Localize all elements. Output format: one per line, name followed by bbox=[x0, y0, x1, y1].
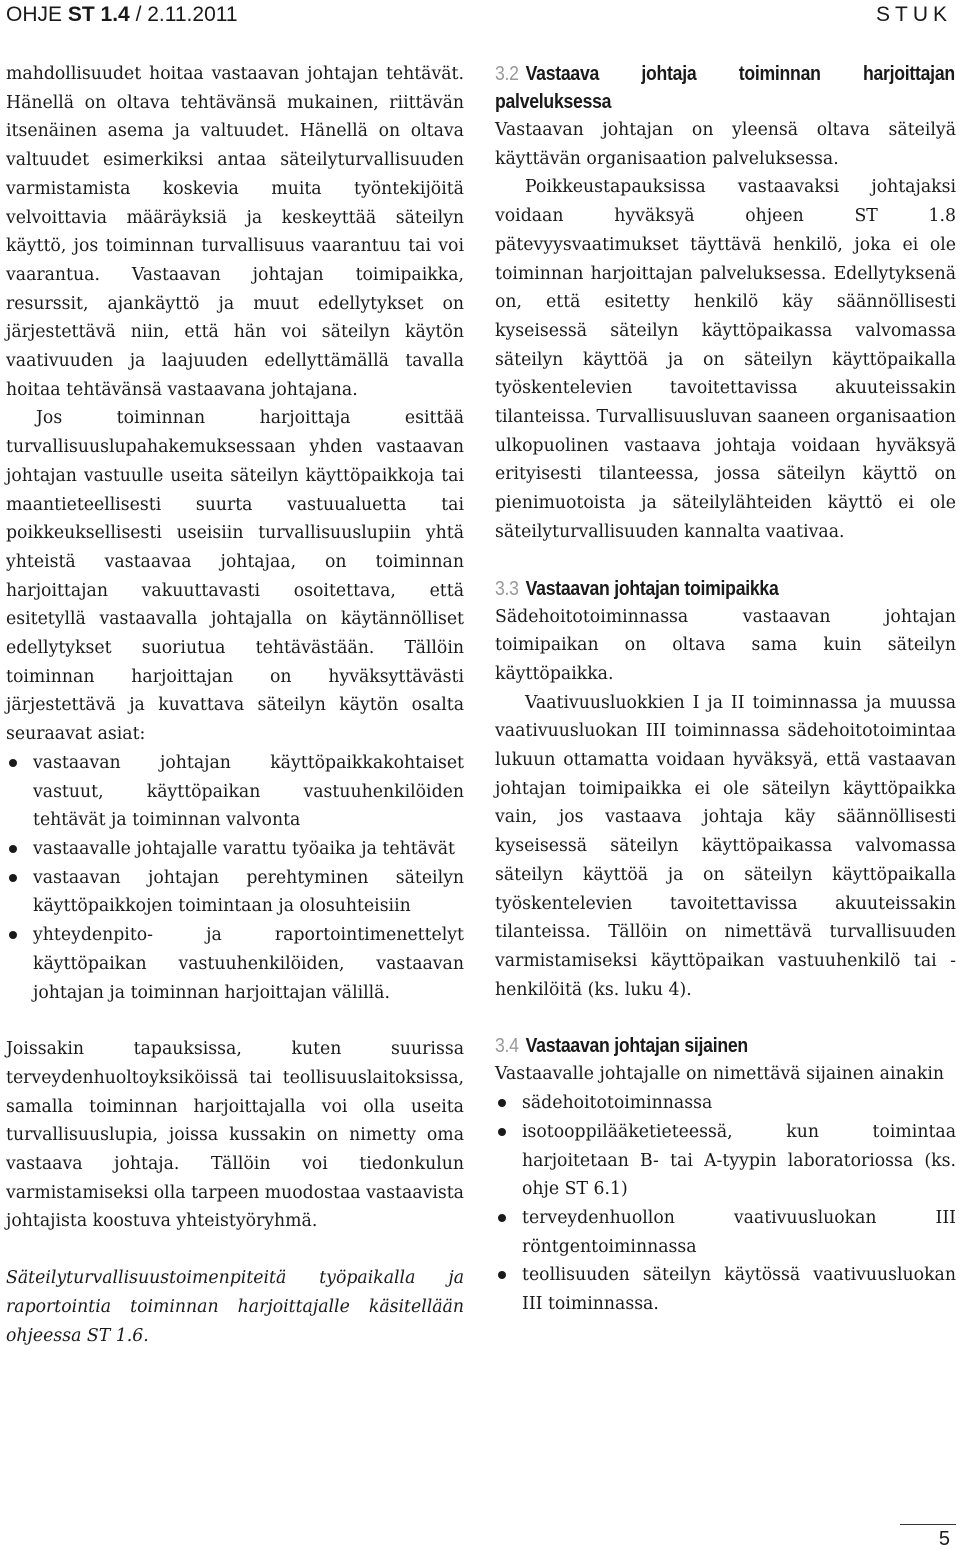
page-number: 5 bbox=[938, 1528, 950, 1550]
section-title: Vastaavan johtajan sijainen bbox=[525, 1034, 748, 1058]
section-number: 3.3 bbox=[495, 576, 519, 600]
paragraph: Joissakin tapauksissa, kuten suurissa terveydenhuoltoyksiköissä tai teollisuuslaitoksissa, samalla toiminnan harjoittajalla voi olla useita turvallisuuslupia, joissa kussakin on nimetty oma vastaava johtaja. Tällöin voi tiedonkulun varmistamiseksi olla tarpeen muodostaa vastaavista johtajista koostuva yhteistyöryhmä. bbox=[6, 1039, 464, 1232]
paragraph: Jos toiminnan harjoittaja esittää turvallisuuslupahakemuksessaan yhden vastaavan johtajan vastuulle useita säteilyn käyttöpaikkoja tai maantieteellisesti suurta vastuualuetta tai poikkeuksellisesti useisiin turvallisuuslupiin yhtä yhteistä vastaavaa johtajaa, on toiminnan harjoittajan vakuuttavasti osoitettava, että esitetyllä vastaavalla johtajalla on käytännölliset edellytykset suoriutua tehtävästään. Tällöin toiminnan harjoittajan on hyväksyttävästi järjestettävä ja kuvattava säteilyn käytön osalta seuraavat asiat: bbox=[6, 408, 464, 745]
doc-reference bbox=[6, 3, 238, 27]
paragraph: Vastaavalle johtajalle on nimettävä sijainen ainakin bbox=[495, 1064, 945, 1085]
paragraph: Sädehoitotoiminnassa vastaavan johtajan toimipaikan on oltava sama kuin säteilyn käyttöpaikka. bbox=[495, 606, 956, 684]
bullet-list bbox=[6, 749, 464, 1007]
list-item: teollisuuden säteilyn käytössä vaativuusluokan III toiminnassa. bbox=[495, 1261, 956, 1318]
section-number: 3.2 bbox=[495, 62, 519, 85]
list-item: sädehoitotoiminnassa bbox=[495, 1089, 956, 1118]
page-header bbox=[0, 0, 960, 30]
note: Säteilyturvallisuustoimenpiteitä työpaikalla ja raportointia toiminnan harjoittajalle käsitellään ohjeessa ST 1.6. bbox=[6, 1268, 464, 1346]
bullet-list bbox=[495, 1089, 956, 1319]
right-column bbox=[495, 60, 956, 1319]
paragraph: Poikkeustapauksissa vastaavaksi johtajaksi voidaan hyväksyä ohjeen ST 1.8 pätevyysvaatimukset täyttävä henkilö, joka ei ole toiminnan harjoittajan palveluksessa. Edellytyksenä on, että esitetty henkilö käy säännöllisesti kyseisessä säteilyn käyttöpaikassa valvomassa säteilyn käyttöä ja on säteilyn käyttöpaikalla työskentelevien tavoitettavissa akuuteissakin tilanteissa. Turvallisuusluvan saaneen organisaation ulkopuolinen vastaava johtaja voidaan hyväksyä erityisesti tilanteessa, jossa säteilyn käyttö on pienimuotoista ja säteilylähteiden käyttö ei ole säteilyturvallisuuden kannalta vaativaa. bbox=[495, 177, 956, 542]
doc-id: ST 1.4 bbox=[67, 3, 130, 26]
section-title: Vastaavan johtajan toimipaikka bbox=[525, 576, 779, 600]
footer-rule bbox=[900, 1524, 956, 1525]
paragraph: Vaativuusluokkien I ja II toiminnassa ja muussa vaativuusluokan III toiminnassa sädehoitotoimintaa lukuun ottamatta voidaan hyväksyä, että vastaavan johtajan toimipaikka ei ole säteilyn käyttöpaikka vain, jos vastaava johtaja käy säännöllisesti kyseisessä säteilyn käyttöpaikassa valvomassa säteilyn käyttöä ja on säteilyn käyttöpaikalla työskentelevien tavoitettavissa akuuteissakin tilanteissa. Tällöin on nimettävä turvallisuuden varmistamiseksi käyttöpaikan vastuuhenkilö tai -henkilöitä (ks. luku 4). bbox=[495, 692, 956, 1000]
org-name: STUK bbox=[875, 3, 952, 26]
list-item: yhteydenpito- ja raportointimenettelyt käyttöpaikan vastuuhenkilöiden, vastaavan johtajan ja toiminnan harjoittajan välillä. bbox=[6, 921, 464, 1007]
section-heading bbox=[495, 575, 955, 603]
section-number: 3.4 bbox=[495, 1034, 519, 1058]
list-item: vastaavan johtajan käyttöpaikkakohtaiset vastuut, käyttöpaikan vastuuhenkilöiden tehtävät ja toiminnan valvonta bbox=[6, 749, 464, 835]
section-heading bbox=[495, 60, 955, 116]
doc-date: / 2.11.2011 bbox=[135, 3, 238, 26]
section-heading bbox=[495, 1032, 955, 1060]
section-title: Vastaava johtaja toiminnan harjoittajan palveluksessa bbox=[495, 62, 955, 113]
series-label: OHJE bbox=[6, 3, 63, 26]
list-item: vastaavan johtajan perehtyminen säteilyn käyttöpaikkojen toimintaan ja olosuhteisiin bbox=[6, 864, 464, 921]
left-column bbox=[6, 60, 464, 1350]
list-item: vastaavalle johtajalle varattu työaika ja tehtävät bbox=[6, 835, 464, 864]
paragraph: mahdollisuudet hoitaa vastaavan johtajan tehtävät. Hänellä on oltava tehtävänsä mukainen, riittävän itsenäinen asema ja valtuudet. Hänellä on oltava valtuudet esimerkiksi antaa säteilyturvallisuuden varmistamista koskevia muita työntekijöitä velvoittavia määräyksiä ja keskeyttää säteilyn käyttö, jos toiminnan turvallisuus vaarantuu tai voi vaarantua. Vastaavan johtajan toimipaikka, resurssit, ajankäyttö ja muut edellytykset on järjestettävä niin, että hän voi säteilyn käytön vaativuuden ja laajuuden edellyttämällä tavalla hoitaa tehtävänsä vastaavana johtajana. bbox=[6, 64, 464, 400]
paragraph: Vastaavan johtajan on yleensä oltava säteilyä käyttävän organisaation palveluksessa. bbox=[495, 120, 956, 169]
list-item: isotooppilääketieteessä, kun toimintaa harjoitetaan B- tai A-tyypin laboratoriossa (ks. ohje ST 6.1) bbox=[495, 1118, 956, 1204]
list-item: terveydenhuollon vaativuusluokan III röntgentoiminnassa bbox=[495, 1204, 956, 1261]
